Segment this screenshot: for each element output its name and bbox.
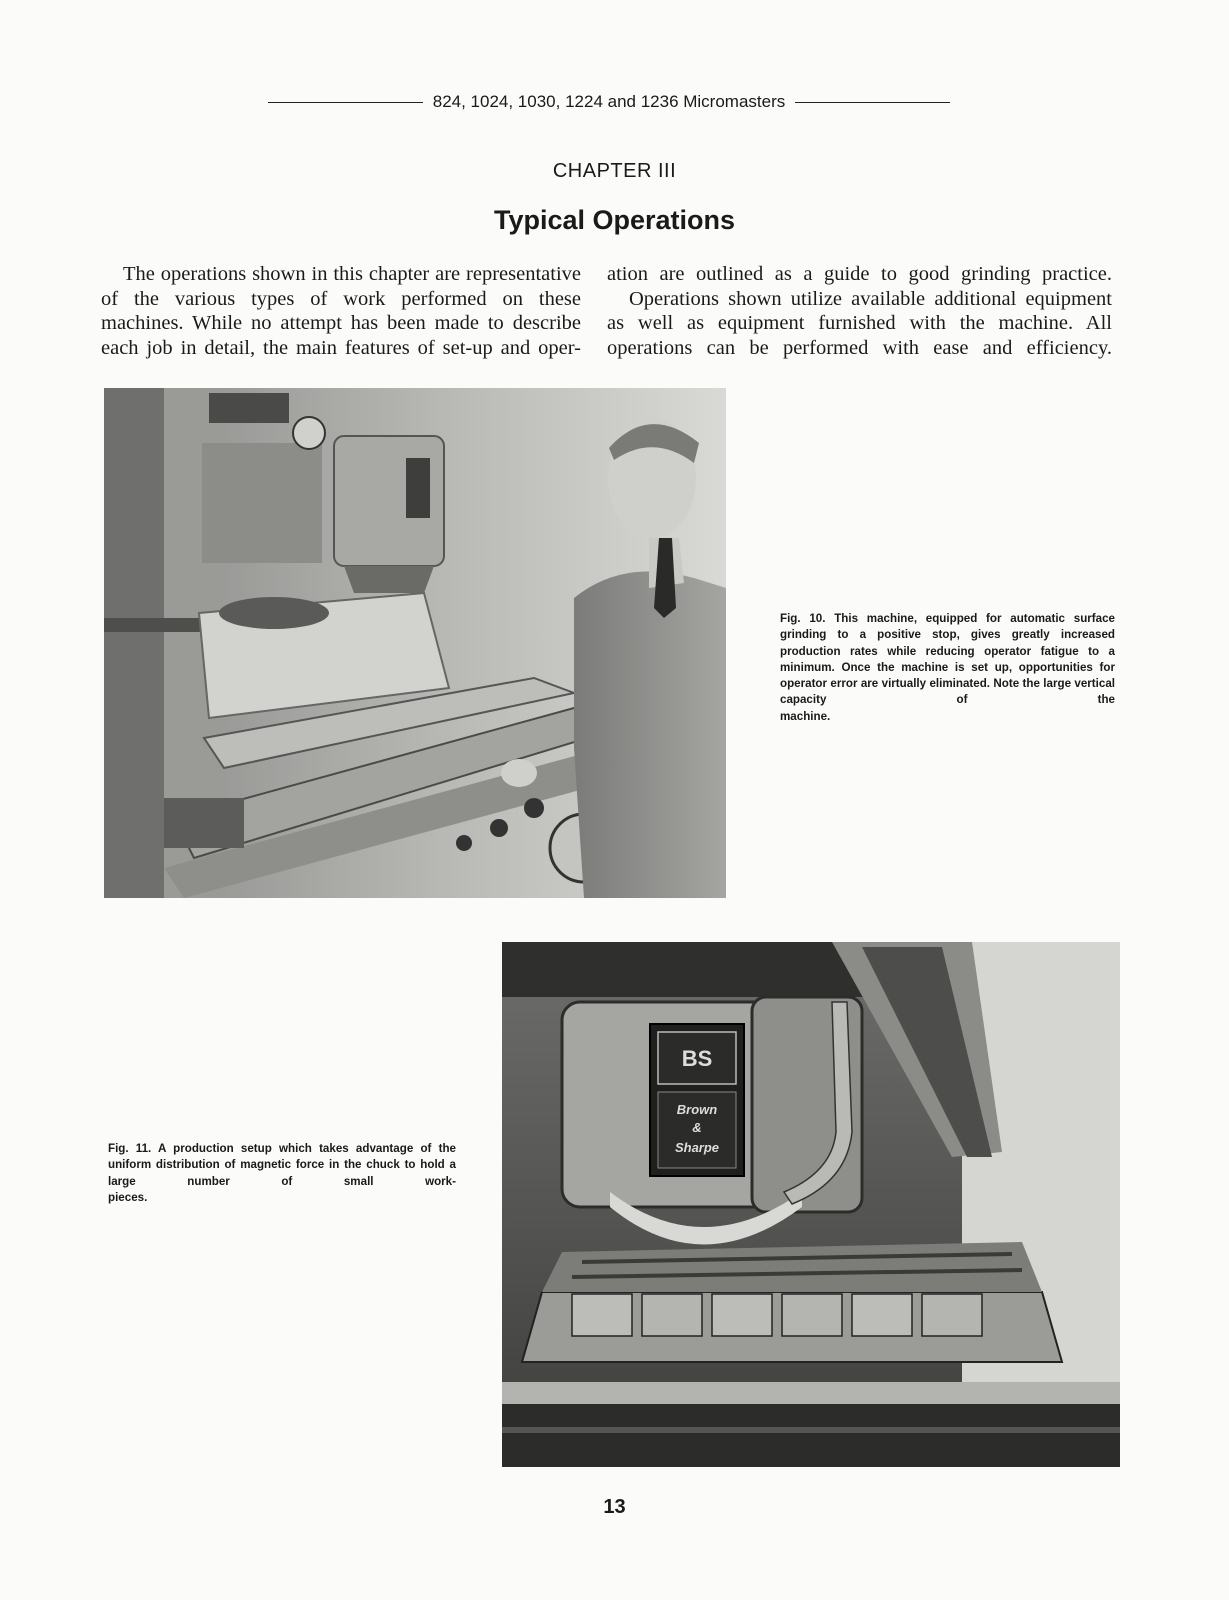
figure-10-caption-last: machine. <box>780 709 831 723</box>
running-header <box>268 90 950 114</box>
figure-10-photo <box>104 388 726 898</box>
header-rule-right <box>795 102 950 103</box>
logo-sharpe: Sharpe <box>674 1140 720 1155</box>
figure-10-caption-text: Fig. 10. This machine, equipped for automatic surface grinding to a positive stop, gives greatly increased production rates while reducing operator fatigue to a minimum. Once the machine is set up, opportunities for operator error are virtually eliminated. Note the large vertical capacity of the <box>780 612 1115 707</box>
figure-11-caption-text: Fig. 11. A production setup which takes advantage of the uniform distribution of magnetic force in the chuck to hold a large number of small work- <box>108 1142 456 1188</box>
intro-paragraph-2: Operations shown utilize available additional equipment as well as equipment furnished with the machine. All operations can be performed with ease and efficiency. <box>607 287 1112 359</box>
intro-column-left <box>101 262 581 360</box>
logo-brown: Brown <box>676 1102 718 1117</box>
header-rule-left <box>268 102 423 103</box>
intro-paragraph-1-cont: ation are outlined as a guide to good grinding practice. <box>607 263 1112 285</box>
intro-column-right <box>607 262 1112 360</box>
logo-amp: & <box>692 1120 702 1135</box>
intro-paragraph-1: The operations shown in this chapter are representative of the various types of work performed on these machines. While no attempt has been made to describe each job in detail, the main features of set-up and oper- <box>101 263 581 359</box>
logo-bs: BS <box>681 1046 713 1071</box>
page-number: 13 <box>603 1496 626 1518</box>
figure-10-caption <box>780 611 1115 725</box>
header-text: 824, 1024, 1030, 1224 and 1236 Micromasters <box>432 92 786 111</box>
figure-11-caption-last: pieces. <box>108 1190 148 1204</box>
figure-11-caption <box>108 1141 456 1206</box>
figure-11-photo <box>502 942 1120 1467</box>
chapter-label: CHAPTER III <box>552 160 677 182</box>
chapter-title: Typical Operations <box>493 205 736 235</box>
